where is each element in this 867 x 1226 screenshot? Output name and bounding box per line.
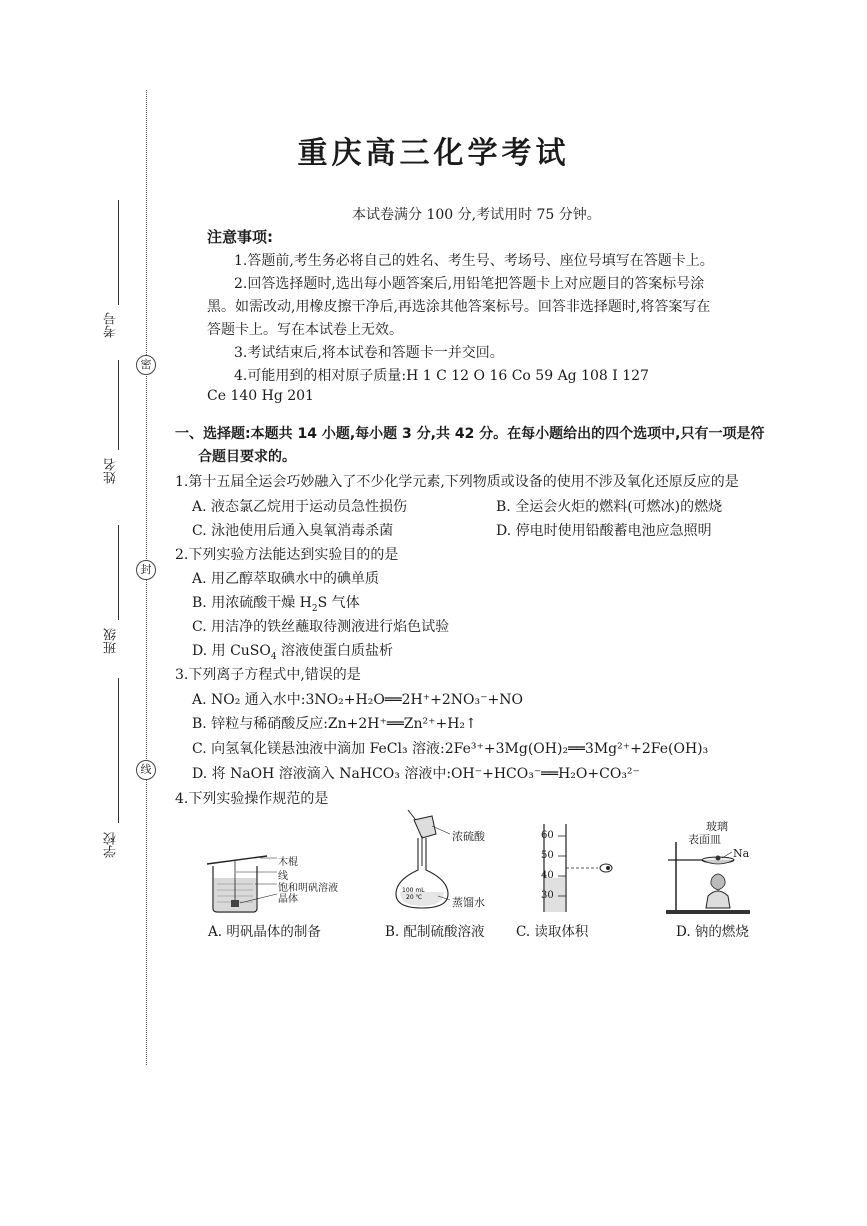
figure-b-label-volume: 100 mL (402, 887, 425, 894)
section1-heading-line1: 一、选择题:本题共 14 小题,每小题 3 分,共 42 分。在每小题给出的四个选项中,只有一项是符 (175, 426, 765, 442)
figure-d-label-glass: 玻璃 (706, 820, 728, 833)
figure-c-tick-40: 40 (541, 870, 554, 881)
page-title: 重庆高三化学考试 (297, 136, 570, 171)
page-subtitle: 本试卷满分 100 分,考试用时 75 分钟。 (352, 207, 601, 223)
seal-mark-feng: 封 (136, 560, 156, 580)
figure-b-caption: B. 配制硫酸溶液 (385, 924, 485, 940)
note-line-1: 1.答题前,考生务必将自己的姓名、考生号、考场号、座位号填写在答题卡上。 (234, 253, 714, 269)
figure-a-label-crystal: 晶体 (278, 894, 298, 905)
note-line-6: 4.可能用到的相对原子质量:H 1 C 12 O 16 Co 59 Ag 108 I 127 (234, 368, 649, 384)
figure-a-label-solution: 饱和明矾溶液 (278, 883, 338, 894)
q3-option-c: C. 向氢氧化镁悬浊液中滴加 FeCl₃ 溶液:2Fe³⁺+3Mg(OH)₂══3Mg²⁺+2Fe(OH)₃ (192, 741, 709, 757)
figure-d-label-dish: 表面皿 (688, 833, 721, 846)
figure-a-label-stick: 木棍 (278, 857, 298, 868)
figure-c-tick-50: 50 (541, 850, 554, 861)
q3-option-d: D. 将 NaOH 溶液滴入 NaHCO₃ 溶液中:OH⁻+HCO₃⁻══H₂O+CO₃²⁻ (192, 766, 640, 782)
q1-option-c: C. 泳池使用后通入臭氧消毒杀菌 (192, 523, 394, 539)
name-underline (118, 360, 119, 450)
figure-a-label-thread: 线 (278, 871, 288, 882)
note-line-5: 3.考试结束后,将本试卷和答题卡一并交回。 (234, 345, 504, 361)
q4-stem: 4.下列实验操作规范的是 (175, 791, 329, 807)
figure-c-caption: C. 读取体积 (516, 924, 589, 940)
figure-b-label-temp: 20 ℃ (406, 894, 423, 901)
class-underline (118, 525, 119, 620)
figure-b-label-acid: 浓硫酸 (452, 830, 485, 843)
q3-option-a: A. NO₂ 通入水中:3NO₂+H₂O══2H⁺+2NO₃⁻+NO (192, 692, 523, 708)
q2-option-d: D. 用 CuSO$_4$ 溶液使蛋白质盐析 (192, 643, 394, 662)
figure-d-label-na: Na (733, 847, 750, 860)
q2-stem: 2.下列实验方法能达到实验目的的是 (175, 547, 399, 563)
figure-d-caption: D. 钠的燃烧 (676, 924, 749, 940)
seal-mark-xian: 线 (136, 760, 156, 780)
note-line-7: Ce 140 Hg 201 (207, 388, 314, 404)
class-label: 班级 (104, 628, 119, 654)
q1-option-d: D. 停电时使用铅酸蓄电池应急照明 (496, 523, 712, 539)
q3-stem: 3.下列离子方程式中,错误的是 (175, 667, 361, 683)
figure-c-tick-60: 60 (541, 830, 554, 841)
q2-option-a: A. 用乙醇萃取碘水中的碘单质 (192, 571, 380, 587)
note-line-3: 黑。如需改动,用橡皮擦干净后,再选涂其他答案标号。回答非选择题时,将答案写在 (207, 299, 711, 315)
school-underline (118, 678, 119, 823)
section1-heading-line2: 合题目要求的。 (198, 449, 296, 465)
exam-no-underline (118, 200, 119, 305)
exam-no-label: 考号 (104, 312, 119, 338)
school-label: 学校 (104, 832, 119, 858)
q2-option-c: C. 用洁净的铁丝蘸取待测液进行焰色试验 (192, 619, 450, 635)
notes-heading: 注意事项: (207, 228, 273, 246)
q1-option-b: B. 全运会火炬的燃料(可燃冰)的燃烧 (496, 499, 723, 515)
figure-a-caption: A. 明矾晶体的制备 (208, 924, 321, 940)
note-line-4: 答题卡上。写在本试卷上无效。 (207, 322, 403, 338)
note-line-2: 2.回答选择题时,选出每小题答案后,用铅笔把答题卡上对应题目的答案标号涂 (234, 276, 705, 292)
figure-c-tick-30: 30 (541, 890, 554, 901)
q3-option-b: B. 锌粒与稀硝酸反应:Zn+2H⁺══Zn²⁺+H₂↑ (192, 716, 477, 732)
figure-b-label-water: 蒸馏水 (452, 896, 485, 909)
q1-option-a: A. 液态氯乙烷用于运动员急性损伤 (192, 499, 408, 515)
seal-mark-mi: 密 (136, 355, 156, 375)
q2-option-b: B. 用浓硫酸干燥 $H_2S$ 气体 (192, 595, 360, 614)
name-label: 姓名 (104, 458, 119, 484)
q1-stem: 1.第十五届全运会巧妙融入了不少化学元素,下列物质或设备的使用不涉及氧化还原反应的是 (175, 474, 739, 490)
